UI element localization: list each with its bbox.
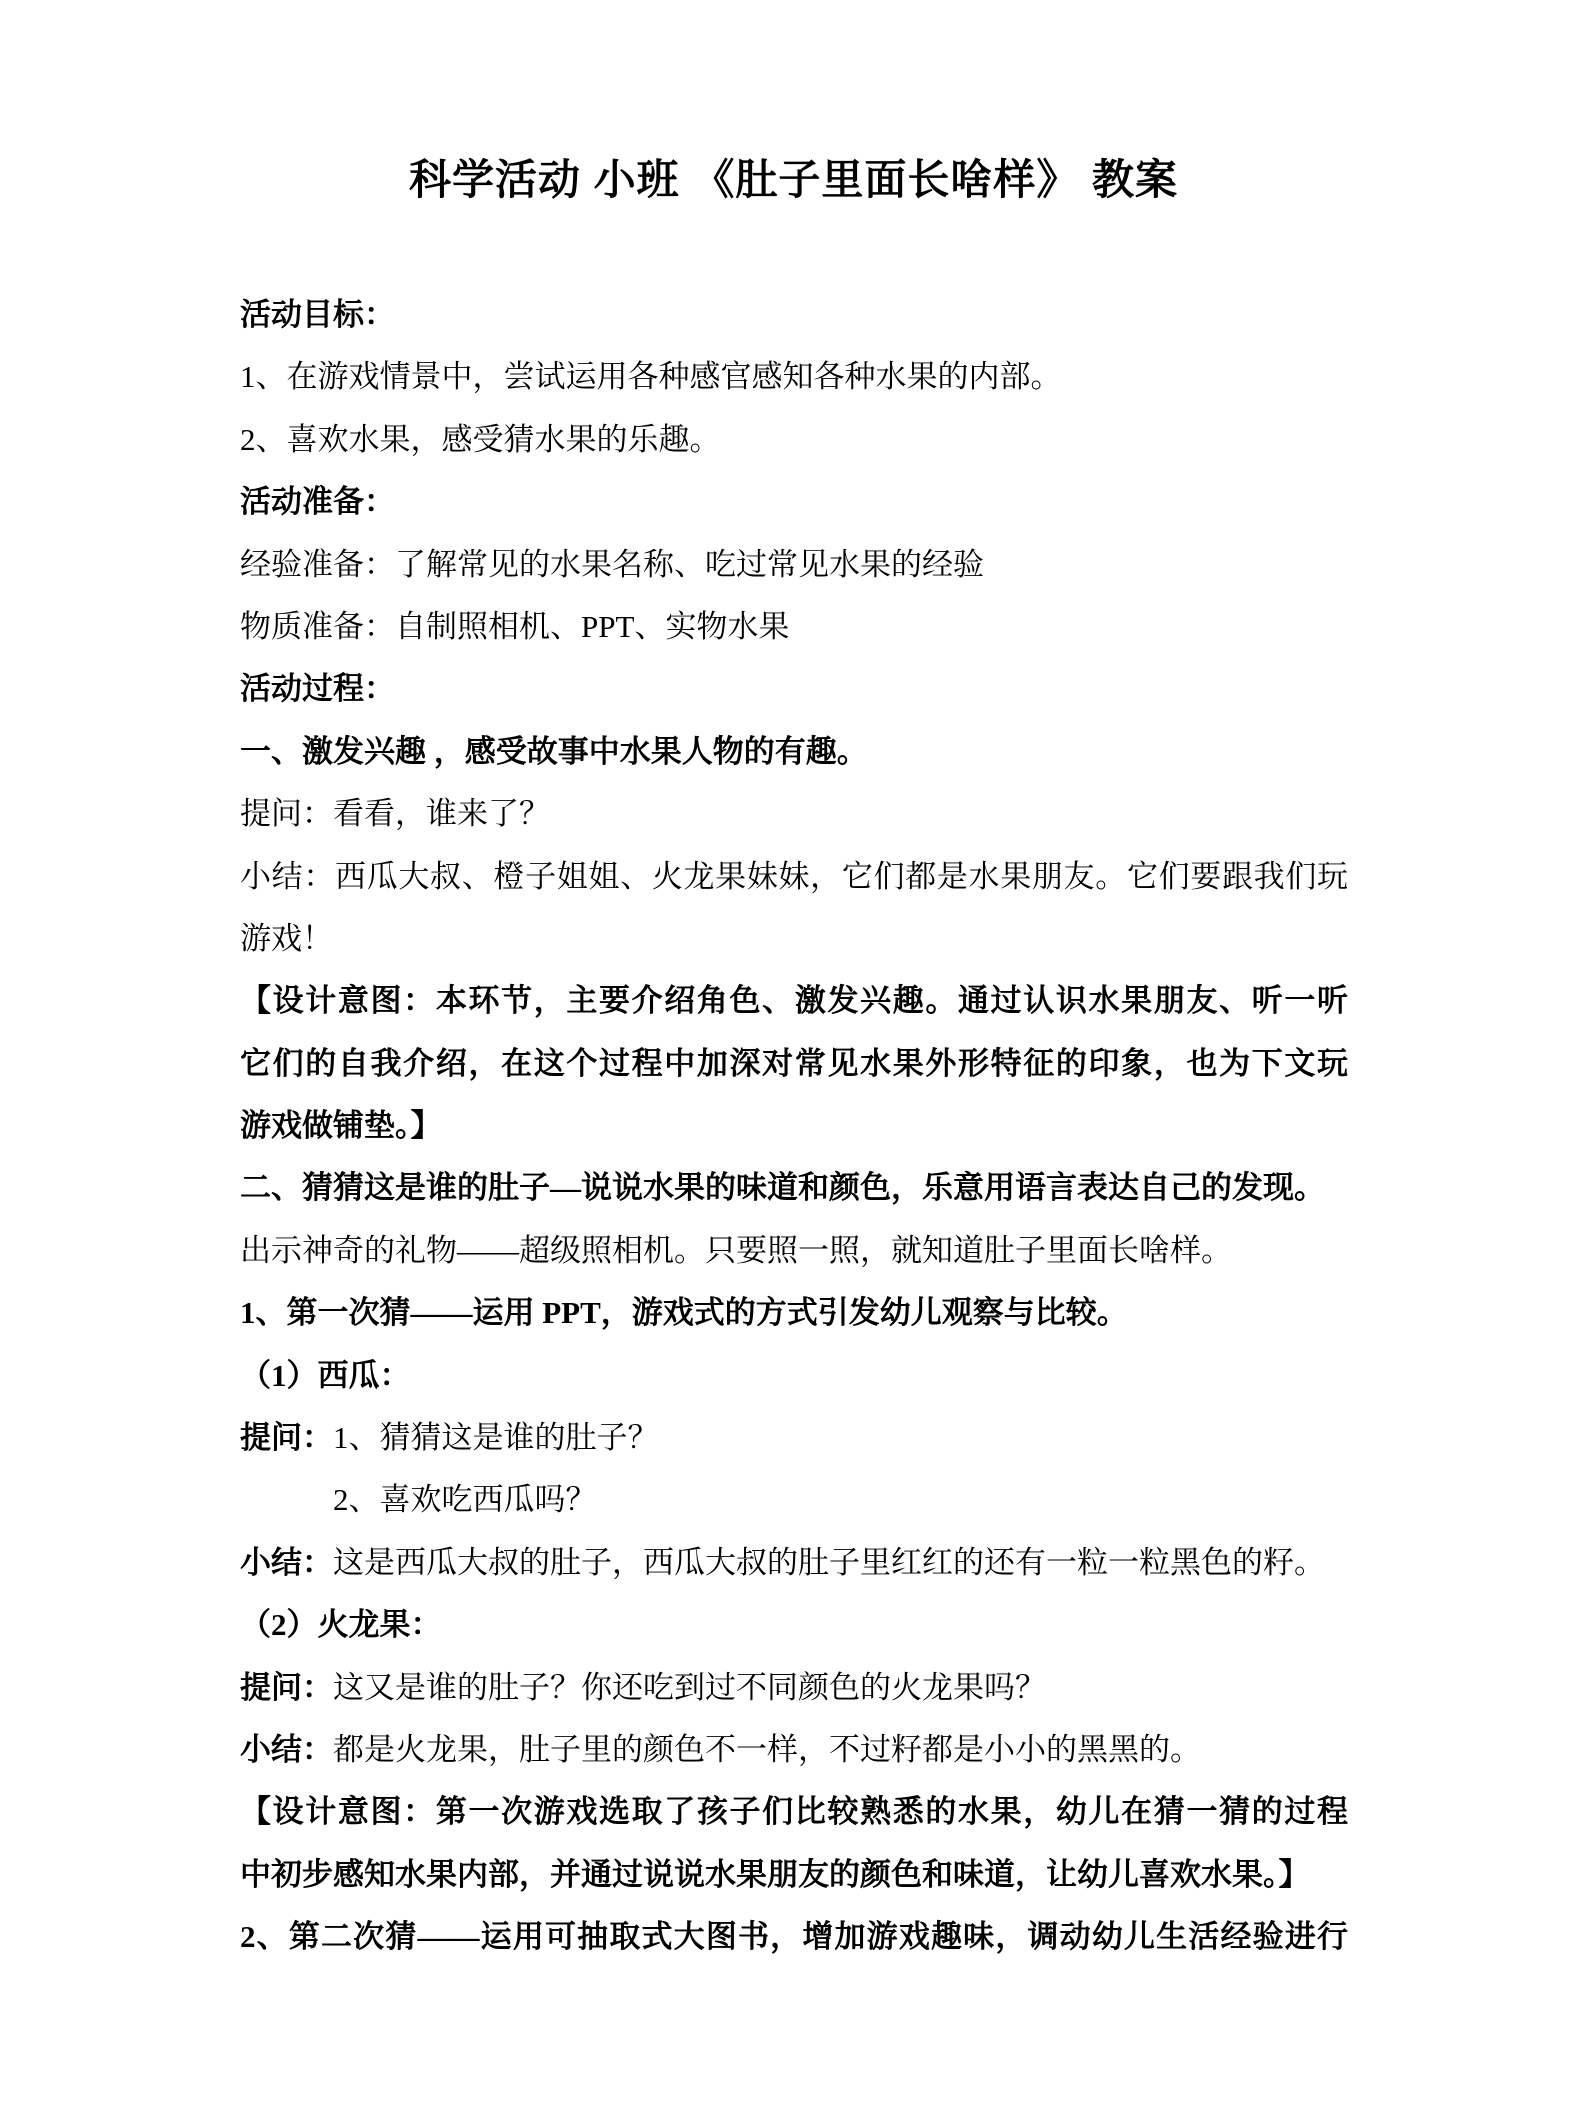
text-segment: 2、第二次猜——运用可抽取式大图书，增加游戏趣味，调动幼儿生活经验进行 (240, 1919, 1348, 1955)
text-line (240, 783, 1348, 845)
text-line (240, 1719, 1348, 1781)
text-segment: 活动过程： (240, 671, 395, 707)
text-segment: 这又是谁的肚子？你还吃到过不同颜色的火龙果吗？ (333, 1669, 1046, 1705)
text-line (240, 1095, 1348, 1157)
text-line (240, 1033, 1348, 1095)
text-segment: 都是火龙果，肚子里的颜色不一样，不过籽都是小小的黑黑的。 (333, 1731, 1201, 1767)
text-segment: 活动准备： (240, 484, 395, 520)
text-line (240, 721, 1348, 783)
text-line (240, 534, 1348, 596)
text-line (240, 1532, 1348, 1594)
text-line (240, 908, 1348, 970)
text-line (240, 284, 1348, 346)
text-segment: 【设计意图：本环节，主要介绍角色、激发兴趣。通过认识水果朋友、听一听 (240, 983, 1348, 1019)
document-body (240, 284, 1348, 1969)
text-segment: 小结： (240, 1544, 333, 1580)
text-segment: 提问： (240, 1669, 333, 1705)
text-line (240, 1469, 1348, 1531)
text-line (240, 409, 1348, 471)
text-line (240, 1345, 1348, 1407)
text-line (240, 471, 1348, 533)
text-segment: 二、猜猜这是谁的肚子—说说水果的味道和颜色，乐意用语言表达自己的发现。 (240, 1170, 1325, 1206)
text-segment: 2、喜欢水果，感受猜水果的乐趣。 (240, 421, 721, 457)
text-segment: 2、喜欢吃西瓜吗？ (333, 1482, 597, 1518)
text-segment: 一、激发兴趣 ，感受故事中水果人物的有趣。 (240, 733, 868, 769)
text-segment: 提问： (240, 1420, 333, 1456)
text-line (240, 658, 1348, 720)
text-segment: 物质准备：自制照相机、PPT、实物水果 (240, 608, 790, 644)
text-segment: （2）火龙果： (240, 1607, 442, 1643)
text-line (240, 1407, 1348, 1469)
text-segment: 它们的自我介绍，在这个过程中加深对常见水果外形特征的印象，也为下文玩 (240, 1045, 1348, 1081)
text-segment: 游戏做铺垫。】 (240, 1108, 442, 1144)
document-title: 科学活动 小班 《肚子里面长啥样》 教案 (408, 156, 1178, 203)
text-segment: 游戏！ (240, 920, 333, 956)
text-line (240, 1220, 1348, 1282)
text-line (240, 846, 1348, 908)
text-segment: 中初步感知水果内部，并通过说说水果朋友的颜色和味道，让幼儿喜欢水果。】 (240, 1856, 1310, 1892)
text-line (240, 1157, 1348, 1219)
text-segment: 提问：看看，谁来了？ (240, 796, 550, 832)
text-line (240, 1844, 1348, 1906)
text-segment: 出示神奇的礼物——超级照相机。只要照一照，就知道肚子里面长啥样。 (240, 1232, 1232, 1268)
text-line (240, 1657, 1348, 1719)
text-line (240, 1781, 1348, 1843)
text-segment: 经验准备：了解常见的水果名称、吃过常见水果的经验 (240, 546, 984, 582)
text-segment: 1、在游戏情景中，尝试运用各种感官感知各种水果的内部。 (240, 359, 1062, 395)
text-segment: （1）西瓜： (240, 1357, 411, 1393)
text-segment: 1、第一次猜——运用 PPT，游戏式的方式引发幼儿观察与比较。 (240, 1295, 1128, 1331)
text-segment: 这是西瓜大叔的肚子，西瓜大叔的肚子里红红的还有一粒一粒黑色的籽。 (333, 1544, 1325, 1580)
text-segment: 活动目标： (240, 297, 395, 332)
text-line (240, 1594, 1348, 1656)
text-line (240, 1282, 1348, 1344)
text-line (240, 596, 1348, 658)
text-line (240, 346, 1348, 408)
text-segment: 1、猜猜这是谁的肚子？ (333, 1420, 659, 1456)
text-line (240, 1906, 1348, 1968)
text-line (240, 970, 1348, 1032)
text-segment: 小结： (240, 1731, 333, 1767)
text-segment: 【设计意图：第一次游戏选取了孩子们比较熟悉的水果，幼儿在猜一猜的过程 (240, 1794, 1348, 1830)
text-segment: 小结：西瓜大叔、橙子姐姐、火龙果妹妹，它们都是水果朋友。它们要跟我们玩 (240, 858, 1348, 894)
